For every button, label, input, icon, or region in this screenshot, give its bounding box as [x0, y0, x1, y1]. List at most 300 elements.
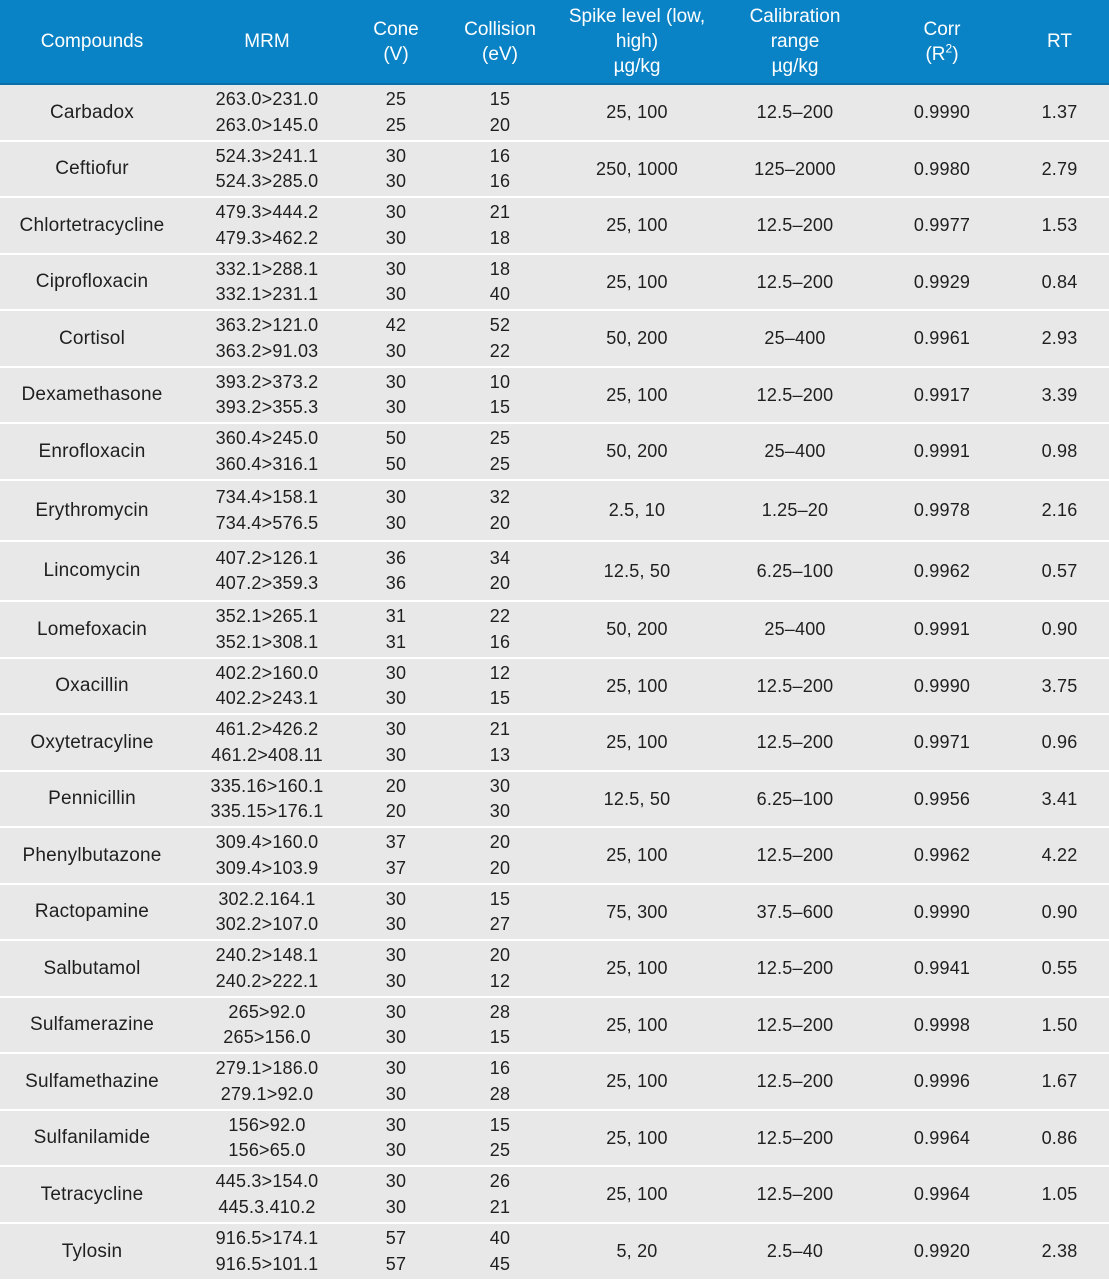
compound-name-cell: Enrofloxacin: [0, 423, 184, 480]
mrm-cell: [184, 1110, 350, 1166]
table-row: [0, 940, 1109, 997]
cone-cell: [350, 827, 442, 884]
mrm-cell: [184, 884, 350, 940]
cone-cell: [350, 1053, 442, 1110]
compound-name-cell: Cortisol: [0, 310, 184, 367]
collision-cell-line: 45: [489, 1253, 511, 1274]
corr-cell: 0.9990: [874, 84, 1010, 141]
spike-level-cell: 12.5, 50: [558, 771, 716, 827]
cone-cell-line: 37: [385, 857, 407, 878]
cone-cell-line: 30: [385, 397, 407, 417]
cone-cell-line: 31: [385, 606, 407, 626]
corr-cell: 0.9964: [874, 1166, 1010, 1223]
rt-cell: 2.79: [1010, 141, 1109, 197]
collision-cell: [442, 658, 558, 714]
calibration-range-cell: 6.25–100: [716, 771, 874, 827]
mrm-cell-line: 524.3>285.0: [215, 171, 319, 191]
cone-cell: [350, 658, 442, 714]
collision-cell-line: 15: [489, 1114, 511, 1135]
spike-level-cell: 25, 100: [558, 827, 716, 884]
cone-cell: [350, 601, 442, 658]
cone-cell-line: 20: [385, 775, 407, 796]
collision-cell-line: 16: [489, 145, 511, 166]
calibration-range-cell: 12.5–200: [716, 84, 874, 141]
header-corr-superscript: 2: [945, 41, 953, 56]
cone-cell-line: 30: [385, 945, 407, 965]
corr-cell: 0.9956: [874, 771, 1010, 827]
header-calibration-line3: µg/kg: [771, 56, 819, 77]
collision-cell-line: 32: [489, 487, 511, 507]
spike-level-cell: 50, 200: [558, 601, 716, 658]
compound-name-cell: Chlortetracycline: [0, 197, 184, 254]
collision-cell-line: 25: [489, 453, 511, 474]
collision-cell-line: 16: [489, 631, 511, 652]
mrm-cell-line: 734.4>158.1: [215, 487, 319, 507]
collision-cell-line: 21: [489, 1196, 511, 1217]
calibration-range-cell: 12.5–200: [716, 658, 874, 714]
cone-cell-line: 30: [385, 227, 407, 248]
rt-cell: 1.53: [1010, 197, 1109, 254]
calibration-range-cell: 1.25–20: [716, 480, 874, 541]
rt-cell: 0.86: [1010, 1110, 1109, 1166]
cone-cell-line: 30: [385, 284, 407, 304]
cone-cell: [350, 197, 442, 254]
mrm-cell: [184, 1053, 350, 1110]
table-row: [0, 997, 1109, 1053]
mrm-cell-line: 407.2>359.3: [215, 573, 319, 593]
header-corr: [874, 0, 1010, 84]
collision-cell: [442, 367, 558, 423]
cone-cell-line: 30: [385, 914, 407, 934]
cone-cell-line: 30: [385, 1001, 407, 1022]
compound-name-cell: Dexamethasone: [0, 367, 184, 423]
collision-cell-line: 22: [489, 340, 511, 361]
mrm-cell-line: 309.4>103.9: [215, 857, 319, 878]
collision-cell: [442, 1053, 558, 1110]
rt-cell: 0.96: [1010, 714, 1109, 771]
corr-cell: 0.9996: [874, 1053, 1010, 1110]
calibration-range-cell: 12.5–200: [716, 197, 874, 254]
header-spike-level: [558, 0, 716, 84]
rt-cell: 1.67: [1010, 1053, 1109, 1110]
cone-cell: [350, 541, 442, 601]
mrm-cell-line: 402.2>243.1: [215, 688, 319, 708]
collision-cell: [442, 771, 558, 827]
cone-cell-line: 50: [385, 428, 407, 448]
spike-level-cell: 25, 100: [558, 197, 716, 254]
header-calibration-line1: Calibration: [749, 6, 841, 27]
collision-cell-line: 10: [489, 371, 511, 392]
mrm-cell-line: 479.3>444.2: [215, 202, 319, 222]
table-row: [0, 1110, 1109, 1166]
collision-cell-line: 20: [489, 573, 511, 593]
mrm-cell-line: 240.2>148.1: [215, 945, 319, 965]
compound-name-cell: Salbutamol: [0, 940, 184, 997]
collision-cell: [442, 310, 558, 367]
cone-cell-line: 30: [385, 888, 407, 909]
collision-cell: [442, 141, 558, 197]
spike-level-cell: 25, 100: [558, 714, 716, 771]
cone-cell: [350, 254, 442, 310]
table-row: [0, 601, 1109, 658]
table-body: [0, 84, 1109, 1280]
collision-cell-line: 27: [489, 914, 511, 934]
table-row: [0, 1223, 1109, 1280]
mrm-cell-line: 360.4>245.0: [215, 428, 319, 448]
compound-name-cell: Oxacillin: [0, 658, 184, 714]
mrm-cell-line: 352.1>265.1: [215, 606, 319, 626]
mrm-cell-line: 302.2>107.0: [215, 914, 319, 934]
mrm-cell-line: 916.5>101.1: [215, 1253, 319, 1274]
compound-name-cell: Pennicillin: [0, 771, 184, 827]
cone-cell-line: 30: [385, 662, 407, 683]
mrm-cell-line: 279.1>92.0: [220, 1083, 314, 1104]
table-row: [0, 197, 1109, 254]
rt-cell: 1.05: [1010, 1166, 1109, 1223]
header-calibration-range: [716, 0, 874, 84]
collision-cell: [442, 541, 558, 601]
collision-cell-line: 20: [489, 114, 511, 135]
cone-cell-line: 30: [385, 512, 407, 533]
header-collision: [442, 0, 558, 84]
rt-cell: 3.39: [1010, 367, 1109, 423]
collision-cell-line: 18: [489, 227, 511, 248]
table-row: [0, 658, 1109, 714]
rt-cell: 3.41: [1010, 771, 1109, 827]
rt-cell: 4.22: [1010, 827, 1109, 884]
mrm-cell-line: 240.2>222.1: [215, 970, 319, 991]
collision-cell-line: 15: [489, 89, 511, 109]
calibration-range-cell: 12.5–200: [716, 367, 874, 423]
mrm-cell-line: 360.4>316.1: [215, 453, 319, 474]
cone-cell-line: 25: [385, 114, 407, 135]
calibration-range-cell: 2.5–40: [716, 1223, 874, 1280]
mrm-cell: [184, 310, 350, 367]
mrm-cell-line: 445.3>154.0: [215, 1171, 319, 1191]
cone-cell-line: 30: [385, 202, 407, 222]
cone-cell: [350, 940, 442, 997]
collision-cell-line: 22: [489, 606, 511, 626]
compound-name-cell: Oxytetracyline: [0, 714, 184, 771]
header-spike-line1: Spike level (low,: [568, 6, 706, 27]
corr-cell: 0.9998: [874, 997, 1010, 1053]
cone-cell-line: 30: [385, 1140, 407, 1160]
collision-cell-line: 40: [489, 284, 511, 304]
rt-cell: 0.98: [1010, 423, 1109, 480]
cone-cell-line: 30: [385, 340, 407, 361]
compound-name-cell: Lomefoxacin: [0, 601, 184, 658]
cone-cell-line: 30: [385, 1171, 407, 1191]
mrm-cell-line: 309.4>160.0: [215, 832, 319, 852]
rt-cell: 0.57: [1010, 541, 1109, 601]
collision-cell: [442, 827, 558, 884]
cone-cell: [350, 771, 442, 827]
mrm-cell: [184, 141, 350, 197]
collision-cell: [442, 1166, 558, 1223]
cone-cell: [350, 884, 442, 940]
cone-cell-line: 30: [385, 688, 407, 708]
collision-cell: [442, 884, 558, 940]
mrm-cell-line: 332.1>288.1: [215, 258, 319, 279]
header-collision-line2: (eV): [482, 43, 518, 65]
cone-cell-line: 37: [385, 832, 407, 852]
mrm-cell-line: 265>92.0: [228, 1001, 306, 1022]
rt-cell: 0.84: [1010, 254, 1109, 310]
rt-cell: 2.16: [1010, 480, 1109, 541]
spike-level-cell: 12.5, 50: [558, 541, 716, 601]
collision-cell-line: 15: [489, 888, 511, 909]
mrm-cell-line: 332.1>231.1: [215, 284, 319, 304]
header-mrm-label: MRM: [244, 31, 290, 52]
compound-name-cell: Sulfanilamide: [0, 1110, 184, 1166]
mrm-cell-line: 335.16>160.1: [210, 775, 324, 796]
corr-cell: 0.9929: [874, 254, 1010, 310]
mrm-cell-line: 279.1>186.0: [215, 1058, 319, 1078]
cone-cell-line: 20: [385, 801, 407, 821]
header-cone: [350, 0, 442, 84]
spike-level-cell: 25, 100: [558, 658, 716, 714]
mrm-cell: [184, 1166, 350, 1223]
collision-cell-line: 20: [489, 832, 511, 852]
header-rt-label: RT: [1047, 31, 1072, 52]
mrm-cell-line: 734.4>576.5: [215, 512, 319, 533]
spike-level-cell: 25, 100: [558, 1166, 716, 1223]
rt-cell: 0.90: [1010, 884, 1109, 940]
collision-cell: [442, 997, 558, 1053]
collision-cell-line: 26: [489, 1171, 511, 1191]
mrm-cell-line: 402.2>160.0: [215, 662, 319, 683]
rt-cell: 1.50: [1010, 997, 1109, 1053]
cone-cell: [350, 84, 442, 141]
cone-cell-line: 31: [385, 631, 407, 652]
calibration-range-cell: 12.5–200: [716, 714, 874, 771]
cone-cell: [350, 1223, 442, 1280]
table-row: [0, 541, 1109, 601]
header-spike-line3: µg/kg: [613, 56, 661, 77]
compound-name-cell: Tetracycline: [0, 1166, 184, 1223]
collision-cell: [442, 84, 558, 141]
compound-name-cell: Ciprofloxacin: [0, 254, 184, 310]
table-row: [0, 141, 1109, 197]
compound-name-cell: Carbadox: [0, 84, 184, 141]
corr-cell: 0.9971: [874, 714, 1010, 771]
collision-cell-line: 15: [489, 688, 511, 708]
spike-level-cell: 250, 1000: [558, 141, 716, 197]
calibration-range-cell: 125–2000: [716, 141, 874, 197]
header-compounds-label: Compounds: [40, 31, 144, 52]
corr-cell: 0.9991: [874, 601, 1010, 658]
spike-level-cell: 75, 300: [558, 884, 716, 940]
cone-cell: [350, 141, 442, 197]
corr-cell: 0.9961: [874, 310, 1010, 367]
compound-name-cell: Sulfamethazine: [0, 1053, 184, 1110]
cone-cell-line: 30: [385, 1196, 407, 1217]
compound-name-cell: Phenylbutazone: [0, 827, 184, 884]
collision-cell-line: 15: [489, 397, 511, 417]
spike-level-cell: 5, 20: [558, 1223, 716, 1280]
calibration-range-cell: 12.5–200: [716, 1166, 874, 1223]
cone-cell: [350, 480, 442, 541]
collision-cell-line: 12: [489, 970, 511, 991]
collision-cell-line: 16: [489, 1058, 511, 1078]
mrm-cell: [184, 197, 350, 254]
mrm-cell-line: 363.2>91.03: [215, 340, 319, 361]
collision-cell-line: 20: [489, 945, 511, 965]
cone-cell-line: 42: [385, 315, 407, 335]
rt-cell: 1.37: [1010, 84, 1109, 141]
mrm-cell-line: 393.2>373.2: [215, 371, 319, 392]
cone-cell-line: 30: [385, 1058, 407, 1078]
table-row: [0, 1053, 1109, 1110]
mrm-cell-line: 461.2>408.11: [211, 744, 323, 765]
corr-cell: 0.9920: [874, 1223, 1010, 1280]
header-cone-line2: (V): [383, 43, 409, 65]
mrm-cell-line: 479.3>462.2: [215, 227, 319, 248]
spike-level-cell: 25, 100: [558, 254, 716, 310]
compound-name-cell: Ceftiofur: [0, 141, 184, 197]
cone-cell-line: 57: [385, 1253, 407, 1274]
spike-level-cell: 25, 100: [558, 84, 716, 141]
corr-cell: 0.9964: [874, 1110, 1010, 1166]
rt-cell: 2.93: [1010, 310, 1109, 367]
header-collision-line1: Collision: [464, 18, 536, 40]
table-row: [0, 423, 1109, 480]
mrm-cell: [184, 827, 350, 884]
mrm-cell: [184, 480, 350, 541]
calibration-range-cell: 25–400: [716, 423, 874, 480]
cone-cell-line: 30: [385, 744, 407, 765]
corr-cell: 0.9990: [874, 658, 1010, 714]
mrm-cell-line: 263.0>145.0: [215, 114, 319, 135]
calibration-range-cell: 6.25–100: [716, 541, 874, 601]
cone-cell-line: 50: [385, 453, 407, 474]
calibration-range-cell: 12.5–200: [716, 1110, 874, 1166]
compound-name-cell: Erythromycin: [0, 480, 184, 541]
cone-cell-line: 25: [385, 89, 407, 109]
table-row: [0, 771, 1109, 827]
spike-level-cell: 25, 100: [558, 1110, 716, 1166]
cone-cell-line: 30: [385, 171, 407, 191]
collision-cell-line: 25: [489, 428, 511, 448]
mrm-cell-line: 265>156.0: [223, 1027, 311, 1047]
table-row: [0, 714, 1109, 771]
collision-cell: [442, 480, 558, 541]
collision-cell-line: 13: [489, 744, 511, 765]
compound-name-cell: Tylosin: [0, 1223, 184, 1280]
cone-cell: [350, 1110, 442, 1166]
cone-cell-line: 30: [385, 970, 407, 991]
collision-cell: [442, 254, 558, 310]
cone-cell-line: 36: [385, 573, 407, 593]
corr-cell: 0.9962: [874, 541, 1010, 601]
mrm-cell: [184, 1223, 350, 1280]
mrm-cell: [184, 771, 350, 827]
collision-cell-line: 21: [489, 202, 511, 222]
header-corr-line2: [878, 42, 1006, 67]
mrm-cell-line: 524.3>241.1: [215, 145, 319, 166]
spike-level-cell: 25, 100: [558, 367, 716, 423]
collision-cell-line: 40: [489, 1228, 511, 1248]
cone-cell: [350, 367, 442, 423]
corr-cell: 0.9978: [874, 480, 1010, 541]
mrm-cell: [184, 254, 350, 310]
cone-cell-line: 30: [385, 145, 407, 166]
header-spike-line2: high): [615, 31, 659, 52]
spike-level-cell: 50, 200: [558, 423, 716, 480]
mrm-cell-line: 916.5>174.1: [215, 1228, 319, 1248]
table-row: [0, 310, 1109, 367]
spike-level-cell: 2.5, 10: [558, 480, 716, 541]
table-row: [0, 1166, 1109, 1223]
collision-cell: [442, 714, 558, 771]
collision-cell: [442, 940, 558, 997]
header-rt: [1010, 0, 1109, 84]
header-calibration-line2: range: [770, 31, 820, 52]
collision-cell: [442, 1223, 558, 1280]
mrm-cell-line: 335.15>176.1: [210, 801, 324, 821]
header-corr-r: (R: [925, 43, 946, 65]
collision-cell-line: 12: [489, 662, 511, 683]
collision-cell-line: 30: [489, 775, 511, 796]
rt-cell: 0.55: [1010, 940, 1109, 997]
mrm-cell: [184, 714, 350, 771]
cone-cell: [350, 1166, 442, 1223]
calibration-range-cell: 25–400: [716, 601, 874, 658]
mrm-cell: [184, 423, 350, 480]
collision-cell-line: 52: [489, 315, 511, 335]
table-row: [0, 884, 1109, 940]
cone-cell-line: 30: [385, 1027, 407, 1047]
mrm-cell: [184, 84, 350, 141]
compound-name-cell: Sulfamerazine: [0, 997, 184, 1053]
header-cone-line1: Cone: [373, 18, 419, 40]
cone-cell-line: 30: [385, 487, 407, 507]
corr-cell: 0.9980: [874, 141, 1010, 197]
collision-cell: [442, 423, 558, 480]
table-row: [0, 480, 1109, 541]
header-row: [0, 0, 1109, 84]
collision-cell-line: 28: [489, 1001, 511, 1022]
collision-cell-line: 21: [489, 719, 511, 739]
mrm-cell: [184, 601, 350, 658]
spike-level-cell: 25, 100: [558, 997, 716, 1053]
cone-cell-line: 30: [385, 719, 407, 739]
table-row: [0, 827, 1109, 884]
rt-cell: 0.90: [1010, 601, 1109, 658]
cone-cell: [350, 714, 442, 771]
mrm-cell-line: 407.2>126.1: [215, 547, 319, 568]
collision-cell: [442, 1110, 558, 1166]
spike-level-cell: 25, 100: [558, 940, 716, 997]
collision-cell-line: 34: [489, 547, 511, 568]
mrm-cell-line: 156>92.0: [228, 1114, 306, 1135]
collision-cell-line: 20: [489, 512, 511, 533]
collision-cell-line: 16: [489, 171, 511, 191]
collision-cell-line: 28: [489, 1083, 511, 1104]
spike-level-cell: 25, 100: [558, 1053, 716, 1110]
compound-name-cell: Ractopamine: [0, 884, 184, 940]
spike-level-cell: 50, 200: [558, 310, 716, 367]
mrm-cell-line: 156>65.0: [228, 1140, 306, 1160]
mrm-cell-line: 363.2>121.0: [215, 315, 319, 335]
header-corr-close: ): [952, 43, 959, 65]
calibration-range-cell: 12.5–200: [716, 940, 874, 997]
table-row: [0, 367, 1109, 423]
mrm-cell: [184, 367, 350, 423]
rt-cell: 2.38: [1010, 1223, 1109, 1280]
mrm-cell-line: 461.2>426.2: [215, 719, 319, 739]
header-compounds: [0, 0, 184, 84]
